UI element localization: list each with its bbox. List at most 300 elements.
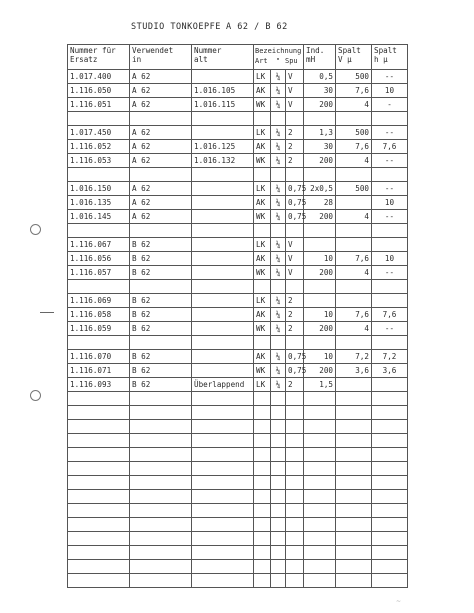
empty-row [68,546,408,560]
cell-spur [271,336,286,350]
cell-spalt-v [336,392,372,406]
cell-ind [304,392,336,406]
cell-ind [304,406,336,420]
header-spalt-v: Spalt V μ [336,45,372,70]
cell-nummer-alt [192,266,254,280]
cell-spalt-h: -- [372,70,408,84]
cell-verwendet [130,574,192,588]
cell-spalt-v [336,434,372,448]
cell-spur: ¼ [271,378,286,392]
cell-spalt-h [372,168,408,182]
cell-spalt-v: 7,6 [336,308,372,322]
cell-ind: 200 [304,210,336,224]
cell-spalt-h [372,336,408,350]
cell-spu: V [286,252,304,266]
cell-spu: V [286,266,304,280]
cell-nummer: 1.116.052 [68,140,130,154]
cell-verwendet [130,504,192,518]
cell-verwendet: B 62 [130,266,192,280]
cell-verwendet [130,168,192,182]
cell-spalt-v [336,490,372,504]
cell-verwendet: B 62 [130,350,192,364]
table-row [68,210,408,224]
table-row [68,252,408,266]
cell-spalt-v: 4 [336,154,372,168]
cell-art: WK [254,322,271,336]
cell-nummer [68,434,130,448]
cell-spu: 0,75 [286,210,304,224]
table-row [68,126,408,140]
cell-nummer [68,392,130,406]
cell-verwendet [130,280,192,294]
cell-nummer: 1.116.070 [68,350,130,364]
table-row [68,308,408,322]
header-spalt-h: Spalt h μ [372,45,408,70]
cell-spalt-h: 10 [372,84,408,98]
cell-nummer-alt [192,560,254,574]
cell-art [254,406,271,420]
cell-spu [286,420,304,434]
page-title [0,22,474,36]
cell-art: AK [254,196,271,210]
cell-art [254,112,271,126]
header-bezeichnung: Bezeichnung Art " Spu [254,45,304,70]
cell-art: AK [254,308,271,322]
cell-spalt-v: 4 [336,322,372,336]
cell-nummer [68,112,130,126]
cell-nummer: 1.017.450 [68,126,130,140]
cell-spalt-h: 10 [372,252,408,266]
cell-art [254,560,271,574]
cell-spur [271,392,286,406]
cell-spalt-h: 7,6 [372,308,408,322]
cell-spalt-h [372,294,408,308]
cell-spalt-h [372,504,408,518]
cell-nummer-alt: 1.016.105 [192,84,254,98]
cell-ind [304,462,336,476]
empty-row [68,420,408,434]
cell-spur [271,546,286,560]
cell-spur [271,224,286,238]
cell-spu [286,392,304,406]
cell-verwendet: B 62 [130,238,192,252]
cell-verwendet [130,462,192,476]
cell-nummer [68,448,130,462]
cell-art: AK [254,140,271,154]
cell-spu [286,532,304,546]
fold-mark [40,312,54,313]
cell-art [254,476,271,490]
cell-verwendet [130,448,192,462]
corner-mark: ~ [396,598,402,605]
cell-verwendet: B 62 [130,364,192,378]
cell-nummer [68,224,130,238]
table-row [68,70,408,84]
cell-nummer: 1.116.056 [68,252,130,266]
empty-row [68,476,408,490]
cell-art [254,518,271,532]
cell-ind [304,490,336,504]
empty-row [68,532,408,546]
cell-nummer [68,336,130,350]
cell-spur: ¼ [271,252,286,266]
cell-nummer-alt [192,280,254,294]
table-row [68,336,408,350]
cell-spalt-v [336,448,372,462]
cell-ind: 1,3 [304,126,336,140]
cell-spur: ¼ [271,70,286,84]
cell-verwendet: A 62 [130,196,192,210]
cell-ind: 28 [304,196,336,210]
empty-row [68,574,408,588]
table-row [68,378,408,392]
cell-verwendet [130,392,192,406]
cell-nummer: 1.116.059 [68,322,130,336]
cell-nummer-alt [192,336,254,350]
cell-nummer-alt [192,210,254,224]
cell-spu [286,574,304,588]
cell-verwendet [130,532,192,546]
cell-spalt-v [336,574,372,588]
cell-ind: 10 [304,252,336,266]
cell-nummer [68,560,130,574]
cell-spalt-h: -- [372,182,408,196]
cell-nummer-alt [192,518,254,532]
cell-ind: 30 [304,140,336,154]
table-row [68,168,408,182]
cell-nummer [68,406,130,420]
cell-art [254,336,271,350]
cell-spur: ¼ [271,266,286,280]
empty-row [68,392,408,406]
cell-nummer-alt [192,546,254,560]
cell-spalt-v [336,294,372,308]
cell-ind [304,546,336,560]
empty-row [68,560,408,574]
cell-spalt-h: -- [372,154,408,168]
cell-art: WK [254,266,271,280]
cell-spur [271,574,286,588]
table-row [68,182,408,196]
cell-spu: 2 [286,378,304,392]
cell-spalt-v [336,112,372,126]
cell-spalt-v: 500 [336,70,372,84]
table-row [68,196,408,210]
table-row [68,280,408,294]
cell-verwendet: A 62 [130,126,192,140]
cell-spalt-v [336,476,372,490]
cell-nummer-alt [192,364,254,378]
cell-verwendet: A 62 [130,98,192,112]
cell-spu: 2 [286,154,304,168]
table-row [68,266,408,280]
cell-art [254,504,271,518]
cell-nummer: 1.116.050 [68,84,130,98]
table-row [68,224,408,238]
table-row [68,98,408,112]
cell-spu: V [286,98,304,112]
cell-ind: 10 [304,308,336,322]
table-row [68,322,408,336]
cell-art [254,280,271,294]
cell-spalt-h: -- [372,210,408,224]
cell-spalt-v: 7,6 [336,140,372,154]
cell-spalt-v: 500 [336,126,372,140]
cell-spur [271,532,286,546]
cell-spur: ¼ [271,154,286,168]
cell-nummer-alt: Überlappend [192,378,254,392]
cell-ind [304,504,336,518]
cell-spur: ¼ [271,294,286,308]
cell-nummer: 1.116.093 [68,378,130,392]
cell-spalt-h [372,476,408,490]
cell-nummer: 1.116.058 [68,308,130,322]
cell-spalt-h [372,434,408,448]
cell-spur: ¼ [271,98,286,112]
cell-art: LK [254,378,271,392]
cell-spur [271,476,286,490]
cell-spalt-v [336,336,372,350]
cell-spu [286,504,304,518]
cell-spur [271,518,286,532]
cell-spalt-h: -- [372,126,408,140]
cell-ind [304,532,336,546]
cell-nummer: 1.116.071 [68,364,130,378]
cell-art [254,448,271,462]
cell-spu [286,546,304,560]
cell-verwendet [130,336,192,350]
cell-spalt-h [372,518,408,532]
cell-nummer [68,504,130,518]
cell-nummer: 1.016.150 [68,182,130,196]
cell-spalt-v [336,280,372,294]
cell-spalt-h: 10 [372,196,408,210]
cell-spalt-v [336,518,372,532]
cell-spalt-h [372,532,408,546]
cell-nummer: 1.116.069 [68,294,130,308]
cell-spu [286,112,304,126]
cell-nummer [68,518,130,532]
cell-nummer: 1.116.053 [68,154,130,168]
cell-spalt-h: 3,6 [372,364,408,378]
cell-nummer [68,280,130,294]
cell-spalt-h [372,448,408,462]
cell-ind: 200 [304,266,336,280]
cell-nummer-alt: 1.016.115 [192,98,254,112]
cell-spalt-v: 500 [336,182,372,196]
cell-spalt-h [372,238,408,252]
cell-verwendet [130,560,192,574]
table-row [68,84,408,98]
cell-spalt-v [336,378,372,392]
cell-spalt-v [336,532,372,546]
cell-spu: 2 [286,126,304,140]
cell-art: WK [254,98,271,112]
cell-ind [304,280,336,294]
cell-spalt-v: 7,6 [336,84,372,98]
cell-ind [304,448,336,462]
parts-table [67,44,408,588]
cell-spu: 2 [286,322,304,336]
cell-nummer-alt [192,126,254,140]
cell-spalt-h [372,574,408,588]
cell-ind: 200 [304,154,336,168]
header-nummer-alt: Nummer alt [192,45,254,70]
cell-spu [286,224,304,238]
cell-nummer-alt [192,322,254,336]
cell-ind [304,168,336,182]
cell-nummer: 1.116.067 [68,238,130,252]
cell-spur: ¼ [271,126,286,140]
cell-verwendet: B 62 [130,308,192,322]
cell-art [254,546,271,560]
cell-ind [304,238,336,252]
cell-verwendet [130,406,192,420]
cell-spalt-v: 4 [336,98,372,112]
cell-spalt-h: 7,2 [372,350,408,364]
empty-row [68,462,408,476]
cell-spalt-h [372,224,408,238]
cell-spur: ¼ [271,322,286,336]
cell-spalt-v: 3,6 [336,364,372,378]
cell-spu [286,560,304,574]
cell-nummer-alt [192,112,254,126]
cell-spalt-h [372,490,408,504]
cell-spalt-v: 4 [336,210,372,224]
empty-row [68,490,408,504]
cell-spur: ¼ [271,210,286,224]
cell-spalt-v [336,546,372,560]
table-row [68,294,408,308]
cell-verwendet [130,476,192,490]
cell-verwendet: B 62 [130,294,192,308]
empty-row [68,518,408,532]
cell-spur [271,112,286,126]
cell-spu [286,518,304,532]
cell-art: LK [254,126,271,140]
cell-nummer-alt [192,238,254,252]
table-row [68,238,408,252]
cell-spu: 0,75 [286,364,304,378]
cell-nummer-alt [192,420,254,434]
cell-art [254,490,271,504]
cell-nummer-alt [192,574,254,588]
cell-spalt-v [336,168,372,182]
cell-nummer-alt [192,532,254,546]
header-ind: Ind. mH [304,45,336,70]
cell-spu: 0,75 [286,182,304,196]
cell-spur: ¼ [271,182,286,196]
cell-spur [271,434,286,448]
cell-verwendet [130,420,192,434]
cell-spalt-v [336,224,372,238]
table-row [68,350,408,364]
cell-spalt-h [372,560,408,574]
cell-spalt-h [372,280,408,294]
cell-ind [304,336,336,350]
cell-nummer: 1.016.145 [68,210,130,224]
cell-verwendet: A 62 [130,182,192,196]
header-row [68,45,408,70]
cell-ind: 0,5 [304,70,336,84]
cell-nummer: 1.016.135 [68,196,130,210]
empty-row [68,434,408,448]
empty-row [68,448,408,462]
cell-spur [271,504,286,518]
cell-spu [286,462,304,476]
cell-nummer-alt [192,490,254,504]
cell-spu: 2 [286,140,304,154]
cell-spalt-h [372,546,408,560]
cell-nummer-alt [192,448,254,462]
cell-ind: 200 [304,98,336,112]
cell-spalt-v [336,196,372,210]
table-row [68,140,408,154]
cell-nummer [68,462,130,476]
cell-spur [271,420,286,434]
cell-spu [286,476,304,490]
cell-spalt-h [372,462,408,476]
cell-verwendet [130,546,192,560]
empty-row [68,504,408,518]
cell-spalt-v [336,462,372,476]
cell-nummer [68,546,130,560]
cell-spalt-v [336,420,372,434]
cell-verwendet [130,224,192,238]
table-row [68,154,408,168]
cell-nummer-alt [192,182,254,196]
cell-nummer-alt [192,224,254,238]
cell-art [254,434,271,448]
cell-verwendet: A 62 [130,140,192,154]
cell-ind [304,476,336,490]
cell-nummer-alt: 1.016.125 [192,140,254,154]
cell-art: AK [254,84,271,98]
cell-art: LK [254,182,271,196]
cell-verwendet: B 62 [130,252,192,266]
cell-spur [271,406,286,420]
cell-spu: V [286,84,304,98]
cell-nummer-alt [192,294,254,308]
table-row [68,364,408,378]
cell-verwendet: A 62 [130,210,192,224]
cell-spalt-h: - [372,98,408,112]
cell-spur [271,462,286,476]
punch-hole [30,390,41,401]
cell-nummer-alt [192,252,254,266]
cell-spalt-h [372,420,408,434]
cell-verwendet [130,434,192,448]
cell-spu [286,168,304,182]
cell-spur: ¼ [271,238,286,252]
cell-spur [271,280,286,294]
cell-ind: 200 [304,364,336,378]
cell-spu [286,336,304,350]
empty-row [68,406,408,420]
title-model: A 62 / B 62 [226,22,288,32]
cell-verwendet: B 62 [130,378,192,392]
cell-spu [286,490,304,504]
cell-spalt-h: 7,6 [372,140,408,154]
cell-nummer: 1.116.051 [68,98,130,112]
cell-nummer-alt [192,462,254,476]
cell-spur: ¼ [271,140,286,154]
table-row [68,112,408,126]
cell-ind: 1,5 [304,378,336,392]
cell-nummer-alt: 1.016.132 [192,154,254,168]
cell-spalt-h [372,112,408,126]
cell-nummer-alt [192,196,254,210]
